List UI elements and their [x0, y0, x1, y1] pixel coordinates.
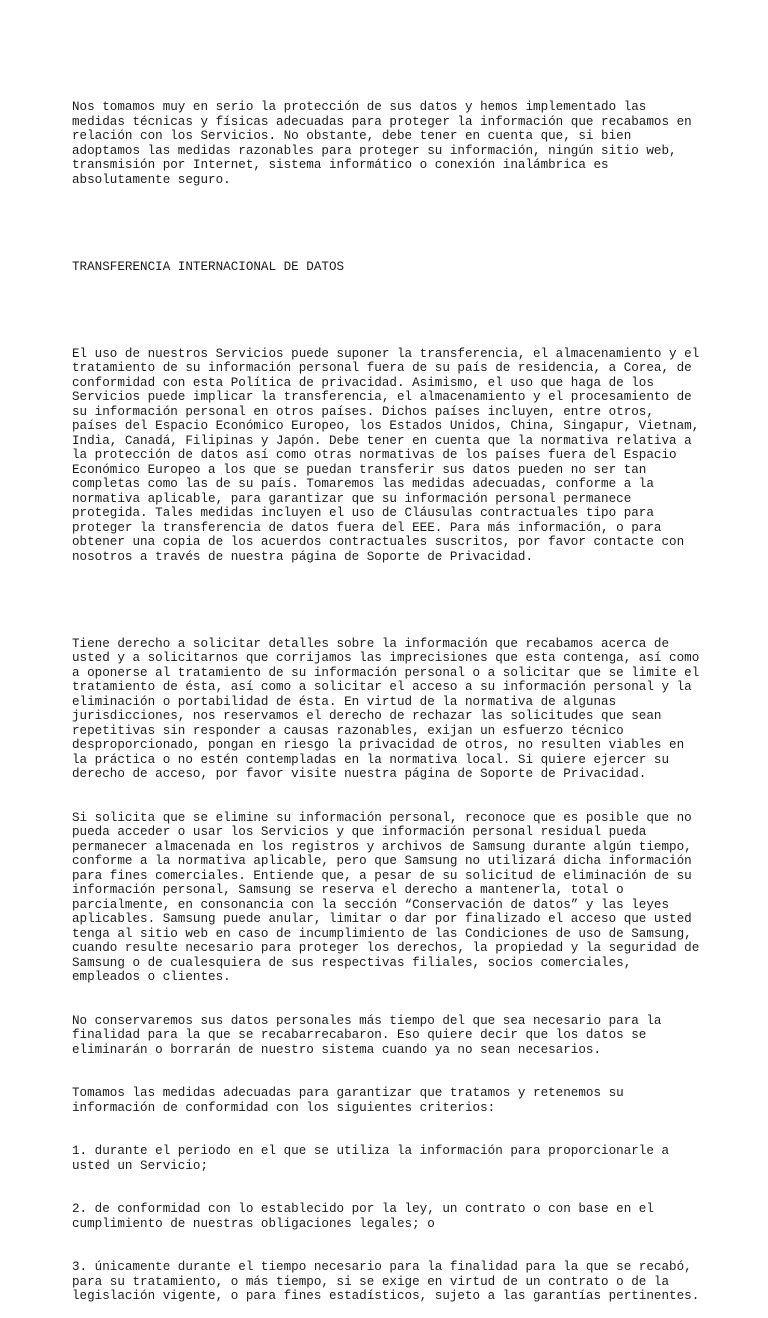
criteria-item-3: 3. únicamente durante el tiempo necesario para la finalidad para la que se recabó, para su tratamiento, o más tiempo, si se exige en virtud de un contrato o de la legislación vigente, o para fines estadísticos, sujeto a las garantías pertinentes. [72, 1260, 700, 1303]
intro-paragraph: Nos tomamos muy en serio la protección de sus datos y hemos implementado las medidas técnicas y físicas adecuadas para proteger la información que recabamos en relación con los Servicios. No obstante, debe tener en cuenta que, si bien adoptamos las medidas razonables para proteger su información, ningún sitio web, transmisión por Internet, sistema informático o conexión inalámbrica es absolutamente seguro. [72, 100, 692, 187]
paragraph-gap [72, 303, 732, 318]
section-heading: TRANSFERENCIA INTERNACIONAL DE DATOS [72, 259, 345, 274]
paragraph-gap [72, 593, 732, 608]
rights-paragraph: Tiene derecho a solicitar detalles sobre la información que recabamos acerca de usted y a solicitarnos que corrijamos las imprecisiones que esta contenga, así como a oponerse al tratamiento de su información personal o a solicitar que se limite el tratamiento de ésta, así como a solicitar el acceso a su información personal y la eliminación o portabilidad de ésta. En virtud de la normativa de algunas jurisdicciones, nos reservamos el derecho de rechazar las solicitudes que sean repetitivas sin responder a causas razonables, exijan un esfuerzo técnico desproporcionado, pongan en riesgo la privacidad de otros, no resulten viables en la práctica o no estén contempladas en la normativa local. Si quiere ejercer su derecho de acceso, por favor visite nuestra página de Soporte de Privacidad. [72, 636, 700, 781]
retention-paragraph: No conservaremos sus datos personales más tiempo del que sea necesario para la finalidad para la que se recabarrecabaron. Eso quiere decir que los datos se eliminarán o borrarán de nuestro sistema cuando ya no sean necesarios. [72, 1013, 662, 1057]
criteria-paragraph: Tomamos las medidas adecuadas para garantizar que tratamos y retenemos su información de conformidad con los siguientes criterios: [72, 1086, 624, 1115]
transfer-paragraph: El uso de nuestros Servicios puede suponer la transferencia, el almacenamiento y el tratamiento de su información personal fuera de su país de residencia, a Corea, de conformidad con esta Política de privacidad. Asimismo, el uso que haga de los Servicios puede implicar la transferencia, el almacenamiento y el procesamiento de su información personal en otros países. Dichos países incluyen, entre otros, países del Espacio Económico Europeo, los Estados Unidos, China, Singapur, Vietnam, India, Canadá, Filipinas y Japón. Debe tener en cuenta que la normativa relativa a la protección de datos así como otras normativas de los países fuera del Espacio Económico Europeo a los que se puedan transferir sus datos pueden no ser tan completas como las de su país. Tomaremos las medidas adecuadas, conforme a la normativa aplicable, para garantizar que su información personal permanece protegida. Tales medidas incluyen el uso de Cláusulas contractuales tipo para proteger la transferencia de datos fuera del EEE. Para más información, o para obtener una copia de los acuerdos contractuales suscritos, por favor contacte con nosotros a través de nuestra página de Soporte de Privacidad. [72, 346, 700, 564]
document-page [72, 71, 732, 1318]
deletion-paragraph: Si solicita que se elimine su información personal, reconoce que es posible que no pueda acceder o usar los Servicios y que información personal residual pueda permanecer almacenada en los registros y archivos de Samsung durante algún tiempo, conforme a la normativa aplicable, pero que Samsung no utilizará dicha información para fines comerciales. Entiende que, a pesar de su solicitud de eliminación de su información personal, Samsung se reserva el derecho a mantenerla, total o parcialmente, en consonancia con la sección “Conservación de datos” y las leyes aplicables. Samsung puede anular, limitar o dar por finalizado el acceso que usted tenga al sitio web en caso de incumplimiento de las Condiciones de uso de Samsung, cuando resulte necesario para proteger los derechos, la propiedad y la seguridad de Samsung o de cualesquiera de sus respectivas filiales, socios comerciales, empleados o clientes. [72, 810, 700, 984]
criteria-item-1: 1. durante el periodo en el que se utiliza la información para proporcionarle a usted un Servicio; [72, 1144, 670, 1173]
paragraph-gap [72, 216, 732, 231]
criteria-item-2: 2. de conformidad con lo establecido por la ley, un contrato o con base en el cumplimiento de nuestras obligaciones legales; o [72, 1202, 654, 1231]
